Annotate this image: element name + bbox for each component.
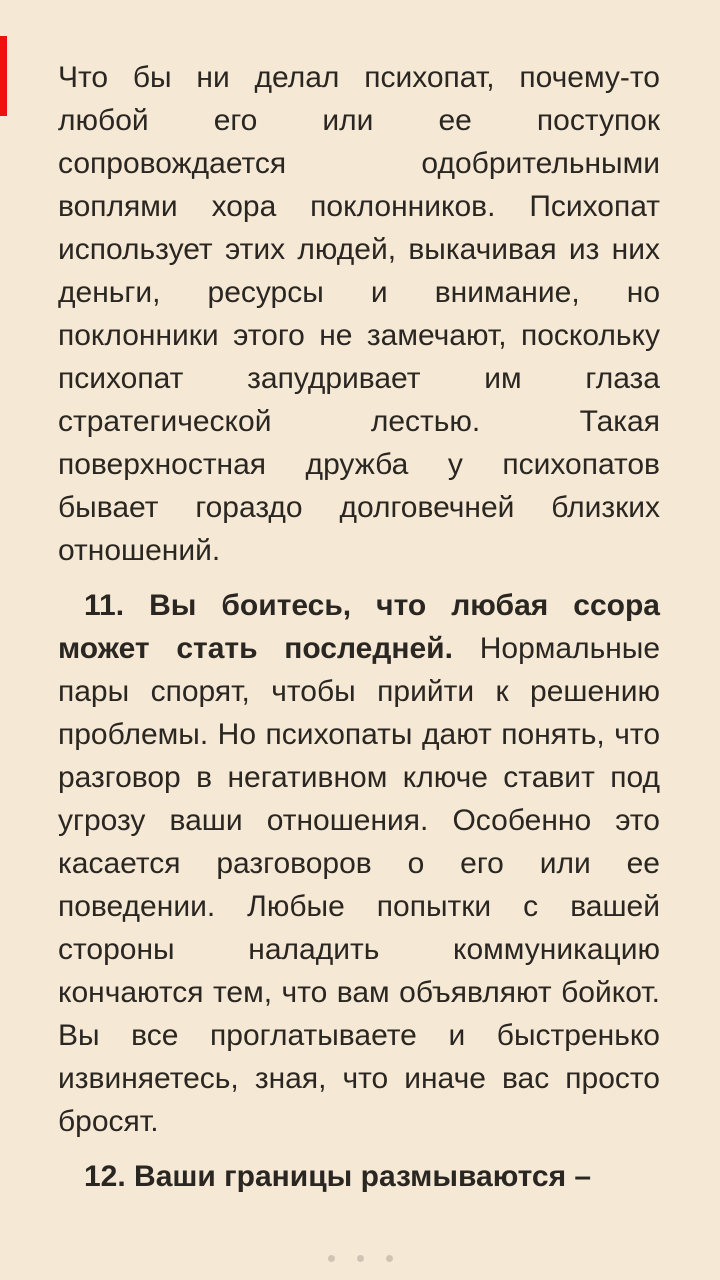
bookmark-ribbon[interactable] <box>0 36 7 116</box>
reader-page <box>58 56 660 1210</box>
page-dot <box>328 1255 335 1262</box>
list-item <box>58 1155 660 1198</box>
point-body: Нормальные пары спорят, чтобы прийти к решению проблемы. Но психопаты дают понять, что разговор в негативном ключе ставит под угрозу ваши отношения. Особенно это касается разговоров о его или ее поведении. Любые попытки с вашей стороны наладить коммуникацию кончаются тем, что вам объявляют бойкот. Вы все проглатываете и быстренько извиняетесь, зная, что иначе вас просто бросят. <box>58 632 661 1138</box>
point-heading: 12. Ваши границы размываются – <box>84 1160 592 1193</box>
page-dot <box>386 1255 393 1262</box>
paragraph-text: Что бы ни делал психопат, почему-то любой его или ее поступок сопровождается одобрительными воплями хора поклонников. Психопат использует этих людей, выкачивая из них деньги, ресурсы и внимание, но поклонники этого не замечают, поскольку психопат запудривает им глаза стратегической лестью. Такая поверхностная дружба у психопатов бывает гораздо долговечней близких отношений. <box>58 61 660 567</box>
page-dot <box>357 1255 364 1262</box>
page-indicator <box>0 1255 720 1262</box>
list-item <box>58 584 660 1143</box>
point-heading: 11. Вы боитесь, что любая ссора может стать последней. <box>58 589 660 665</box>
